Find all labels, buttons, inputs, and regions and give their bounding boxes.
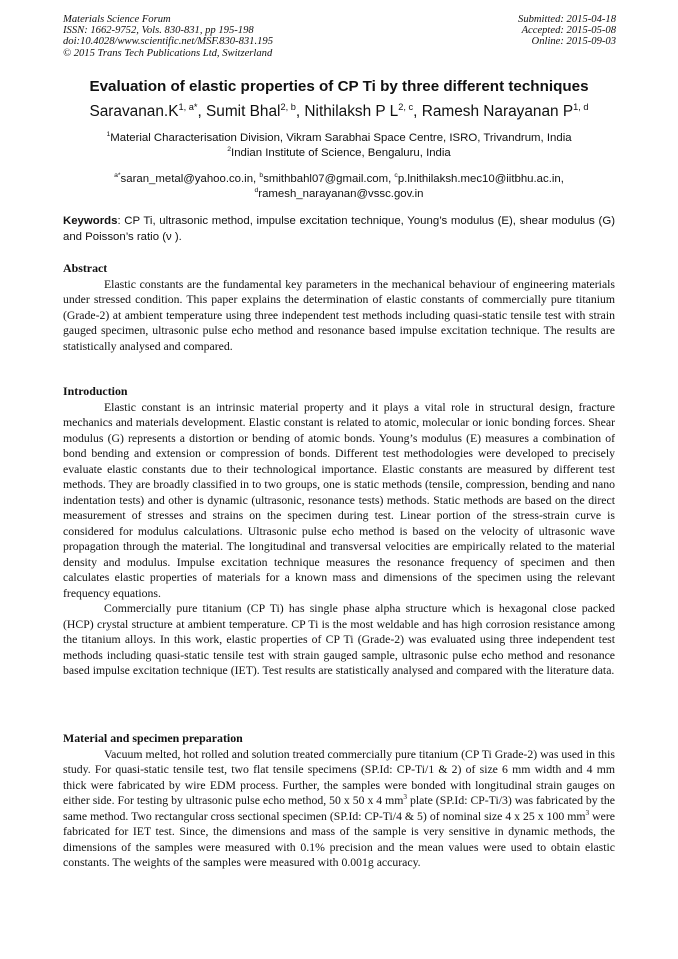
affiliation-line bbox=[40, 131, 638, 146]
affiliation-marker: 1 bbox=[106, 131, 111, 139]
online-date: Online: 2015-09-03 bbox=[531, 36, 616, 48]
email-marker: c bbox=[394, 172, 398, 180]
keywords-label: Keywords bbox=[63, 215, 118, 227]
email-marker: a* bbox=[114, 172, 121, 180]
keywords-block bbox=[63, 213, 615, 245]
affiliation-list bbox=[40, 131, 638, 160]
author-affiliation-marker: 2, c bbox=[398, 101, 414, 112]
abstract-heading: Abstract bbox=[63, 261, 108, 275]
journal-header-right bbox=[518, 14, 616, 48]
doi-line: doi:10.4028/www.scientific.net/MSF.830-831.195 bbox=[63, 36, 273, 48]
issn-line: ISSN: 1662-9752, Vols. 830-831, pp 195-198 bbox=[63, 25, 254, 37]
affiliation-text: Indian Institute of Science, Bengaluru, India bbox=[231, 146, 451, 159]
author-separator: , bbox=[295, 103, 305, 120]
affiliation-text: Material Characterisation Division, Vikram Sarabhai Space Centre, ISRO, Trivandrum, India bbox=[110, 132, 572, 144]
email-address: p.lnithilaksh.mec10@iitbhu.ac.in, bbox=[397, 173, 564, 185]
email-address: saran_metal@yahoo.co.in, bbox=[120, 173, 260, 185]
email-line bbox=[40, 187, 638, 202]
unit-exponent: 3 bbox=[585, 808, 590, 817]
paper-title: Evaluation of elastic properties of CP Ti by three different techniques bbox=[89, 78, 589, 95]
email-address: ramesh_narayanan@vssc.gov.in bbox=[258, 188, 424, 200]
author-affiliation-marker: 1, d bbox=[573, 101, 589, 112]
introduction-paragraph: Elastic constant is an intrinsic material property and it plays a vital role in structural design, fracture mechanics and materials development. Elastic constant is related to atomic, molecular or ionic bonding forces. Shear modulus (G) represents a distortion or bending of atomic bonds. Young’s modulus (E) measures a combination of bond bending and extension or compression of bonds. Different test methodologies were developed to precisely evaluate elastic constants due to their technological importance. Elastic constants are measured by different test methods. They are broadly classified in to two groups, one is static methods (tensile, compression, bending and nano indentation tests) and other is dynamic (ultrasonic, resonance tests) methods. Static methods are based on the direct measurement of stresses and strains on the specimen during test. Linear portion of the stress-strain curve is considered for modulus calculations. Ultrasonic pulse echo method is based on the velocity of ultrasonic wave propagation through the material. The longitudinal and transversal velocities are empirically related to the material density and modulus. Impulse excitation technique measures the resonance frequency of specimen and then calculates elastic properties of materials for a known mass and dimensions of the specimen using the relevant frequency equations. bbox=[63, 400, 615, 600]
abstract-section bbox=[63, 261, 615, 354]
author-name: Nithilaksh P L bbox=[304, 103, 399, 120]
email-marker: b bbox=[259, 172, 264, 180]
material-text: Vacuum melted, hot rolled and solution treated commercially pure titanium (CP Ti Grade-2) was used in this study. For quasi-static tensile test, two flat tensile specimens (SP.Id: CP-Ti/1 & 2) of size 6 mm width and 4 mm thick were fabricated by wire EDM process. Further, the samples were bonded with longitudinal strain gauges on either side. For testing by ultrasonic pulse echo method, 50 x 50 x 4 mm bbox=[63, 747, 615, 807]
email-marker: d bbox=[254, 187, 259, 195]
introduction-heading: Introduction bbox=[63, 384, 128, 398]
affiliation-line bbox=[40, 146, 638, 161]
author-name: Saravanan.K bbox=[89, 103, 179, 120]
material-section bbox=[63, 731, 615, 871]
accepted-date: Accepted: 2015-05-08 bbox=[521, 25, 616, 37]
copyright-line: © 2015 Trans Tech Publications Ltd, Switzerland bbox=[63, 47, 273, 59]
abstract-text: Elastic constants are the fundamental key parameters in the mechanical behaviour of engineering materials under stressed condition. This paper explains the determination of elastic constants of commercially pure titanium (Grade-2) at ambient temperature using three independent test methods including quasi-static tensile test with strain gauged specimen, ultrasonic pulse echo method and resonance based impulse excitation technique. The results are statistically analysed and compared. bbox=[63, 277, 615, 353]
keywords-text: : CP Ti, ultrasonic method, impulse excitation technique, Young’s modulus (E), shear modulus (G) and Poisson’s ratio (ν ). bbox=[63, 215, 615, 243]
unit-exponent: 3 bbox=[403, 793, 408, 802]
journal-header-left bbox=[63, 14, 273, 59]
author-affiliation-marker: 2, b bbox=[280, 101, 296, 112]
submitted-date: Submitted: 2015-04-18 bbox=[518, 14, 616, 25]
material-heading: Material and specimen preparation bbox=[63, 731, 243, 745]
introduction-section bbox=[63, 384, 615, 679]
material-text: plate (SP.Id: CP-Ti/3) was fabricated by the same method. Two rectangular cross sectional specimen (SP.Id: CP-Ti/4 & 5) of nominal size 4 x 25 x 100 mm bbox=[63, 794, 616, 823]
introduction-paragraph: Commercially pure titanium (CP Ti) has single phase alpha structure which is hexagonal close packed (HCP) crystal structure at ambient temperature. CP Ti is the most weldable and has high corrosion resistance among the titanium alloys. In this work, elastic properties of CP Ti (Grade-2) was evaluated using three independent test methods including quasi-static tensile test with strain gauged sample, ultrasonic pulse echo method and resonance based impulse excitation technique (IET). Test results are statistically analysed and compared with the literature data. bbox=[63, 602, 615, 677]
material-paragraph bbox=[63, 747, 615, 871]
journal-name: Materials Science Forum bbox=[63, 14, 171, 25]
author-name: Sumit Bhal bbox=[206, 103, 281, 120]
author-name: Ramesh Narayanan P bbox=[421, 103, 574, 120]
author-list bbox=[40, 103, 638, 121]
author-separator: , bbox=[413, 103, 422, 120]
author-affiliation-marker: 1, a* bbox=[178, 101, 198, 112]
email-address: smithbahl07@gmail.com, bbox=[263, 173, 395, 185]
author-separator: , bbox=[197, 103, 207, 120]
affiliation-marker: 2 bbox=[227, 145, 232, 153]
email-line bbox=[40, 172, 638, 187]
email-list bbox=[40, 172, 638, 202]
material-text: were fabricated for IET test. Since, the dimensions and mass of the sample is very sensitive in dynamic methods, the dimensions of the samples were measured with 0.1% precision and the mean values were used to obtain elastic constants. The weights of the samples were measured with 0.001g accuracy. bbox=[63, 809, 615, 869]
